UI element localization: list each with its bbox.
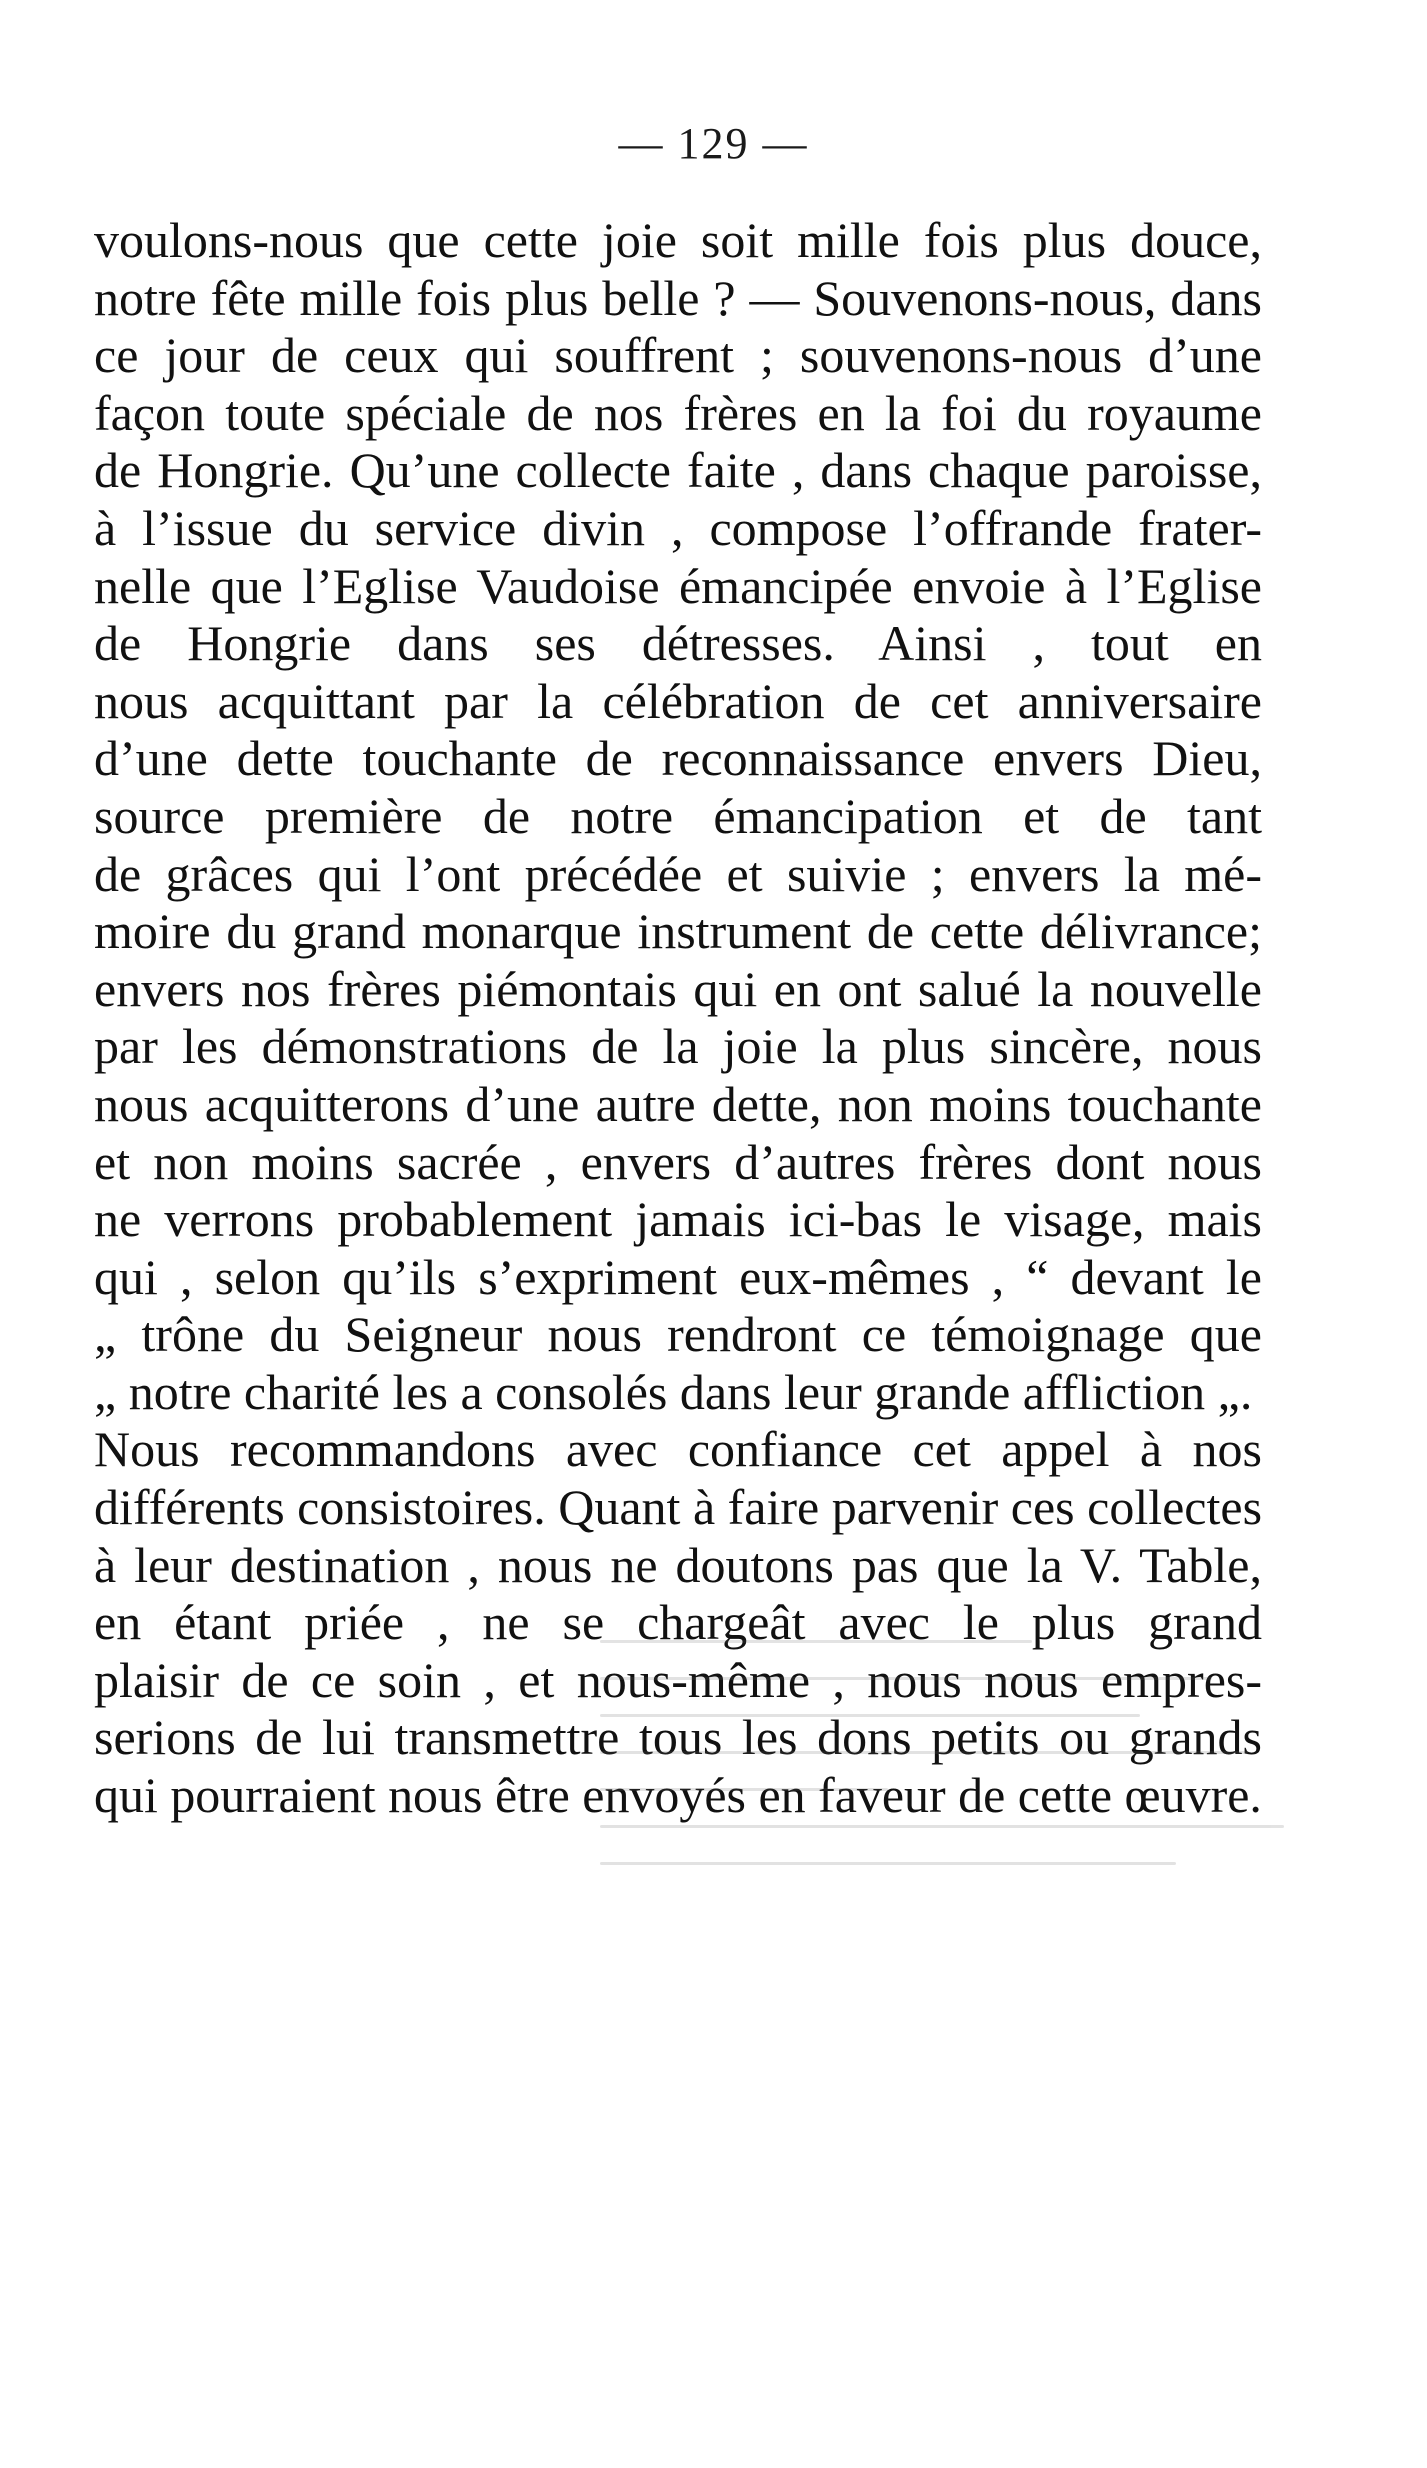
text-line: notre fête mille fois plus belle ? — Souvenons-nous, dans <box>94 269 1262 326</box>
text-line: d’une dette touchante de reconnaissance envers Dieu, <box>94 730 1262 787</box>
text-line: nous acquittant par la célébration de cet anniversaire <box>94 672 1262 729</box>
text-line: à leur destination , nous ne doutons pas que la V. Table, <box>94 1536 1262 1593</box>
text-line: et non moins sacrée , envers d’autres frères dont nous <box>94 1133 1262 1190</box>
text-line: „ notre charité les a consolés dans leur grande affliction „. <box>94 1363 1253 1420</box>
text-line: serions de lui transmettre tous les dons petits ou grands <box>94 1709 1262 1766</box>
text-line: voulons-nous que cette joie soit mille fois plus douce, <box>94 212 1262 268</box>
text-line: qui pourraient nous être envoyés en faveur de cette œuvre. <box>94 1767 1262 1824</box>
text-line: en étant priée , ne se chargeât avec le plus grand <box>94 1594 1262 1651</box>
page-number: — 129 — <box>618 119 809 168</box>
text-line: qui , selon qu’ils s’expriment eux-mêmes , “ devant le <box>94 1248 1262 1305</box>
bleed-through <box>600 1640 1320 2120</box>
text-line: à l’issue du service divin , compose l’offrande frater- <box>94 499 1262 556</box>
text-line: „ trône du Seigneur nous rendront ce témoignage que <box>94 1306 1262 1363</box>
text-line: ce jour de ceux qui souffrent ; souvenons-nous d’une <box>94 327 1262 384</box>
text-line: de Hongrie dans ses détresses. Ainsi , tout en <box>94 615 1262 672</box>
text-line: façon toute spéciale de nos frères en la foi du royaume <box>94 384 1262 441</box>
body-text <box>94 212 1262 1825</box>
text-line: Nous recommandons avec confiance cet appel à nos <box>94 1421 1262 1478</box>
text-line: plaisir de ce soin , et nous-même , nous nous empres- <box>94 1651 1262 1708</box>
text-line: moire du grand monarque instrument de cette délivrance; <box>94 903 1262 960</box>
text-line: par les démonstrations de la joie la plus sincère, nous <box>94 1018 1262 1075</box>
text-line: de Hongrie. Qu’une collecte faite , dans chaque paroisse, <box>94 442 1262 499</box>
text-line: de grâces qui l’ont précédée et suivie ; envers la mé- <box>94 845 1262 902</box>
text-line: différents consistoires. Quant à faire parvenir ces collectes <box>94 1479 1263 1536</box>
text-line: source première de notre émancipation et de tant <box>94 787 1262 844</box>
text-line: ne verrons probablement jamais ici-bas le visage, mais <box>94 1191 1262 1248</box>
text-line: nous acquitterons d’une autre dette, non moins touchante <box>94 1075 1262 1132</box>
text-line: envers nos frères piémontais qui en ont salué la nouvelle <box>94 960 1262 1017</box>
text-line: nelle que l’Eglise Vaudoise émancipée envoie à l’Eglise <box>94 557 1262 614</box>
